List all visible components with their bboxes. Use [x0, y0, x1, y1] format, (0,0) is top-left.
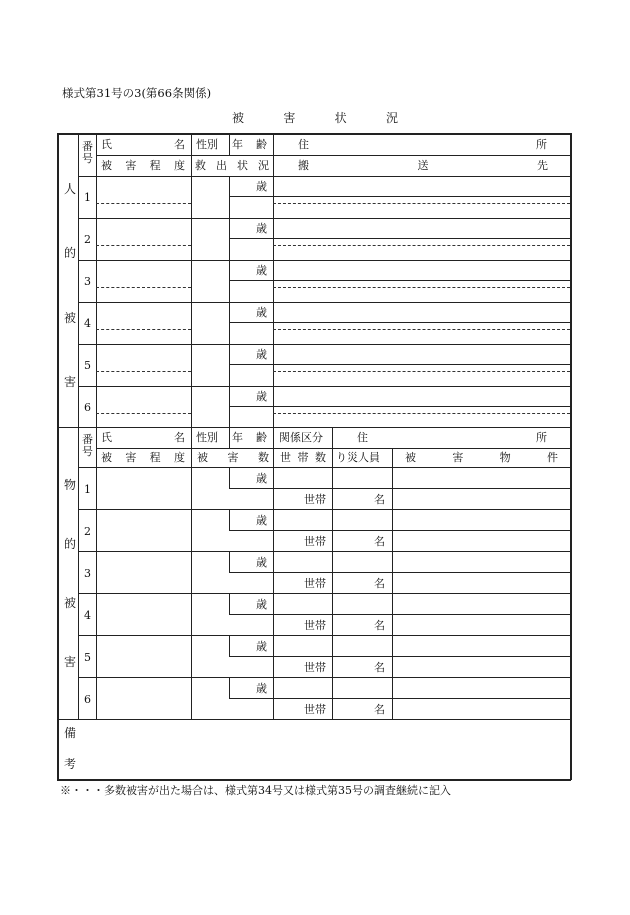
household-unit: 世帯	[304, 661, 326, 674]
row-number: 1	[84, 191, 91, 204]
name-header-left: 氏	[101, 138, 112, 151]
age-unit: 歳	[256, 556, 267, 569]
age-unit: 歳	[256, 306, 267, 319]
name-header-right: 名	[174, 431, 185, 444]
grid-line	[78, 218, 570, 219]
header-char: 搬	[298, 159, 309, 172]
section-char: 被	[63, 310, 76, 325]
grid-line	[229, 656, 570, 657]
grid-line	[78, 302, 570, 303]
header-char: 被	[101, 159, 112, 172]
age-unit: 歳	[256, 222, 267, 235]
title-char: 害	[283, 111, 296, 125]
header-char: 出	[216, 159, 227, 172]
row-number: 6	[84, 693, 91, 706]
person-unit: 名	[374, 619, 385, 632]
grid-line	[273, 371, 570, 372]
header-char: 害	[125, 451, 137, 464]
grid-line	[229, 133, 230, 155]
header-char: 世	[280, 451, 291, 464]
form-label: 様式第31号の3(第66条関係)	[62, 86, 212, 100]
header-char: 程	[149, 451, 161, 464]
header-char: 救	[195, 159, 206, 172]
age-unit: 歳	[256, 682, 267, 695]
age-header-right: 齢	[256, 138, 267, 151]
row-number: 5	[84, 651, 91, 664]
remarks-char: 備	[63, 726, 76, 740]
name-header-left: 氏	[101, 431, 112, 444]
grid-line	[57, 779, 571, 781]
grid-line	[78, 509, 570, 510]
title-char: 況	[385, 111, 398, 125]
age-unit: 歳	[256, 514, 267, 527]
person-unit: 名	[374, 535, 385, 548]
number-header: 番号	[82, 433, 93, 458]
grid-line	[96, 287, 191, 288]
grid-line	[273, 287, 570, 288]
grid-line	[229, 530, 570, 531]
row-number: 4	[84, 317, 91, 330]
household-unit: 世帯	[304, 577, 326, 590]
header-char: 度	[173, 159, 185, 172]
grid-line	[78, 593, 570, 594]
header-char: 被	[101, 451, 112, 464]
grid-line	[332, 427, 333, 719]
grid-line	[229, 698, 570, 699]
grid-line	[57, 133, 571, 135]
header-char: 度	[173, 451, 185, 464]
grid-line	[96, 371, 191, 372]
grid-line	[229, 572, 570, 573]
number-header: 番号	[82, 140, 93, 165]
section-char: 害	[63, 374, 76, 389]
address-header-left: 住	[298, 138, 309, 151]
row-number: 3	[84, 567, 91, 580]
victims-header: り災人員	[336, 451, 380, 464]
grid-line	[96, 133, 97, 427]
grid-line	[229, 196, 570, 197]
footnote: ※・・・多数被害が出た場合は、様式第34号又は様式第35号の調査継続に記入	[60, 784, 451, 797]
grid-line	[96, 448, 570, 449]
grid-line	[96, 155, 570, 156]
row-number: 5	[84, 359, 91, 372]
section-char: 的	[63, 537, 76, 551]
grid-line	[273, 413, 570, 414]
grid-line	[78, 635, 570, 636]
row-number: 2	[84, 233, 91, 246]
grid-line	[229, 406, 570, 407]
grid-line	[229, 238, 570, 239]
header-char: 程	[149, 159, 161, 172]
rescue-status-header	[195, 160, 269, 171]
age-header-right: 齢	[256, 431, 267, 444]
property-section-label	[60, 476, 80, 670]
age-unit: 歳	[256, 390, 267, 403]
grid-line	[273, 329, 570, 330]
age-unit: 歳	[256, 180, 267, 193]
name-header-right: 名	[174, 138, 185, 151]
person-unit: 名	[374, 577, 385, 590]
grid-line	[78, 386, 570, 387]
header-char: 送	[417, 159, 429, 172]
grid-line	[229, 677, 230, 698]
title-char: 状	[334, 111, 347, 125]
households-header	[280, 452, 326, 463]
age-unit: 歳	[256, 640, 267, 653]
address-header-right: 所	[536, 431, 547, 444]
age-unit: 歳	[256, 348, 267, 361]
header-char: 数	[315, 451, 326, 464]
age-unit: 歳	[256, 598, 267, 611]
header-char: 害	[227, 451, 239, 464]
title-char: 被	[232, 111, 245, 125]
household-unit: 世帯	[304, 619, 326, 632]
grid-line	[191, 427, 192, 719]
grid-line	[570, 133, 572, 780]
address-header-left: 住	[357, 431, 368, 444]
grid-line	[57, 719, 570, 720]
human-section-label	[60, 180, 80, 390]
remarks-label	[60, 724, 80, 772]
grid-line	[96, 203, 191, 204]
grid-line	[57, 427, 570, 428]
person-unit: 名	[374, 703, 385, 716]
grid-line	[78, 467, 570, 468]
age-unit: 歳	[256, 264, 267, 277]
header-char: 害	[452, 451, 464, 464]
row-number: 6	[84, 401, 91, 414]
row-number: 3	[84, 275, 91, 288]
grid-line	[273, 427, 274, 719]
grid-line	[229, 635, 230, 656]
grid-line	[78, 176, 570, 177]
grid-line	[229, 467, 230, 488]
grid-line	[229, 322, 570, 323]
sex-header: 性別	[196, 431, 218, 444]
grid-line	[229, 614, 570, 615]
section-char: 物	[63, 478, 76, 492]
grid-line	[57, 133, 59, 780]
grid-line	[96, 413, 191, 414]
header-char: 害	[125, 159, 137, 172]
grid-line	[229, 364, 570, 365]
section-char: 害	[63, 655, 76, 669]
header-char: 状	[237, 159, 248, 172]
damaged-items-header	[405, 452, 558, 463]
grid-line	[96, 329, 191, 330]
row-number: 2	[84, 525, 91, 538]
grid-line	[78, 260, 570, 261]
household-unit: 世帯	[304, 703, 326, 716]
person-unit: 名	[374, 661, 385, 674]
age-header-left: 年	[232, 431, 243, 444]
grid-line	[191, 133, 192, 427]
grid-line	[229, 427, 230, 448]
grid-line	[96, 245, 191, 246]
sex-header: 性別	[196, 138, 218, 151]
household-unit: 世帯	[304, 535, 326, 548]
row-number: 4	[84, 609, 91, 622]
damage-degree-header	[101, 452, 185, 463]
row-number: 1	[84, 483, 91, 496]
header-char: 件	[546, 451, 558, 464]
grid-line	[229, 488, 570, 489]
grid-line	[229, 509, 230, 530]
grid-line	[78, 551, 570, 552]
grid-line	[78, 677, 570, 678]
age-unit: 歳	[256, 472, 267, 485]
transport-destination-header	[298, 160, 548, 171]
damage-count-header	[197, 452, 269, 463]
header-char: 先	[537, 159, 548, 172]
grid-line	[229, 593, 230, 614]
category-header: 関係区分	[279, 431, 323, 444]
damage-degree-header	[101, 160, 185, 171]
grid-line	[96, 427, 97, 719]
grid-line	[78, 344, 570, 345]
section-char: 人	[63, 182, 76, 196]
header-char: 被	[197, 451, 208, 464]
person-unit: 名	[374, 493, 385, 506]
section-char: 被	[63, 596, 76, 610]
header-char: 帯	[297, 451, 309, 464]
header-char: 物	[499, 451, 511, 464]
remarks-char: 考	[63, 757, 76, 771]
address-header-right: 所	[536, 138, 547, 151]
form-title	[232, 109, 398, 126]
grid-line	[229, 551, 230, 572]
grid-line	[273, 245, 570, 246]
header-char: 数	[258, 451, 269, 464]
grid-line	[229, 280, 570, 281]
grid-line	[273, 203, 570, 204]
household-unit: 世帯	[304, 493, 326, 506]
age-header-left: 年	[232, 138, 243, 151]
header-char: 況	[258, 159, 269, 172]
header-char: 被	[405, 451, 416, 464]
section-char: 的	[63, 246, 76, 261]
